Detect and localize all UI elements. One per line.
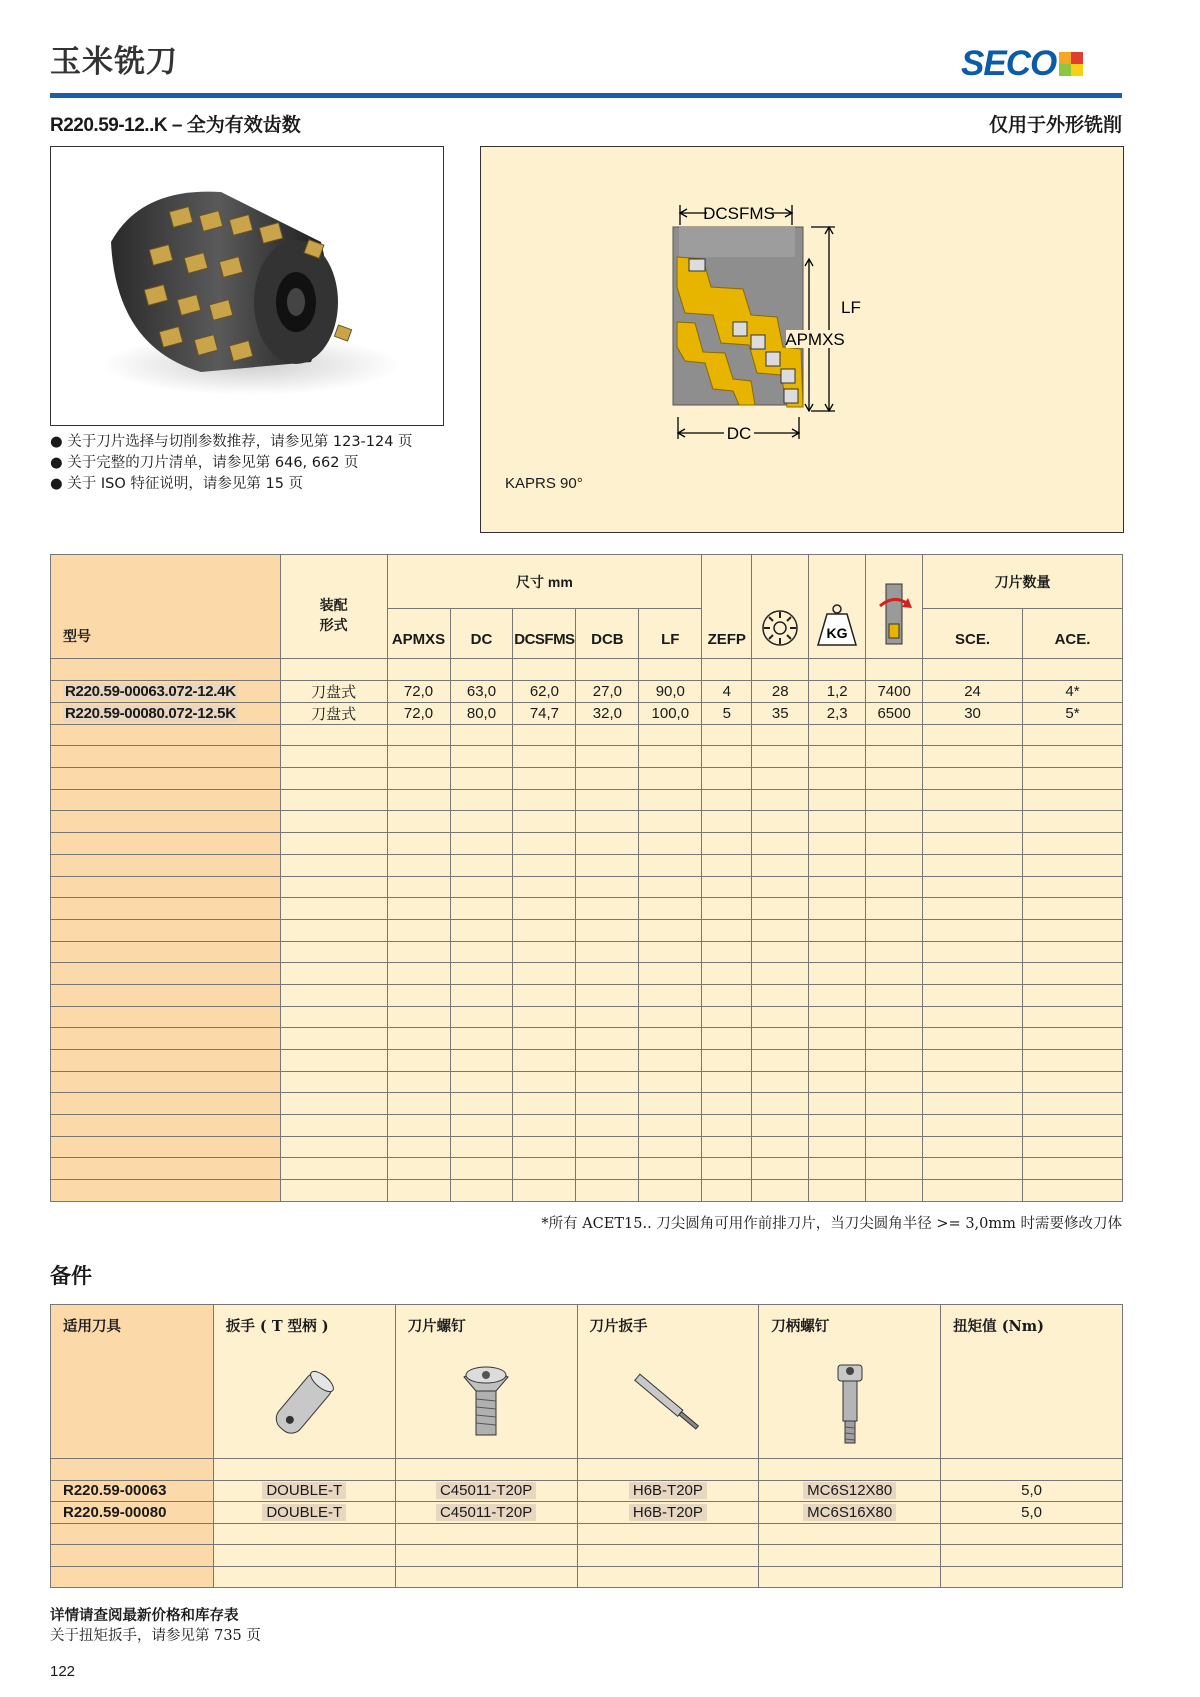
footnote: *所有 ACET15.. 刀尖圆角可用作前排刀片，当刀尖圆角半径 >= 3,0mm 时需要修改刀体 bbox=[541, 1216, 1122, 1232]
screw-cell: C45011-T20P bbox=[436, 1482, 536, 1499]
header-inserts-group: 刀片数量 bbox=[923, 555, 1123, 609]
notes-list bbox=[50, 432, 413, 495]
shank-screw-cell: MC6S16X80 bbox=[803, 1504, 896, 1521]
header-torque: 扭矩值 (Nm) bbox=[941, 1305, 1123, 1459]
header-dcb: DCB bbox=[576, 609, 639, 659]
note-item: ● 关于 ISO 特征说明，请参见第 15 页 bbox=[50, 476, 304, 492]
cutter-drawing bbox=[481, 147, 1123, 447]
wrench-cell: DOUBLE-T bbox=[262, 1504, 346, 1521]
zefp-cell: 5 bbox=[702, 702, 752, 724]
torque-wrench-note: 关于扭矩扳手，请参见第 735 页 bbox=[50, 1628, 261, 1644]
insert-key-icon bbox=[628, 1363, 708, 1443]
empty-row bbox=[51, 1093, 1123, 1115]
empty-row bbox=[51, 833, 1123, 855]
empty-row bbox=[51, 1050, 1123, 1072]
dcsfms-cell: 62,0 bbox=[513, 680, 576, 702]
spare-parts-title: 备件 bbox=[50, 1263, 92, 1288]
header-rpm bbox=[866, 555, 923, 659]
seco-logo bbox=[961, 44, 1083, 84]
dcsfms-cell: 74,7 bbox=[513, 702, 576, 724]
empty-row bbox=[51, 1180, 1123, 1202]
insert-screw-icon bbox=[456, 1363, 516, 1443]
empty-row bbox=[51, 1158, 1123, 1180]
header-insert-screw-label: 刀片螺钉 bbox=[407, 1318, 466, 1335]
header-lf: LF bbox=[639, 609, 702, 659]
empty-row bbox=[51, 746, 1123, 768]
bolt-cell: 28 bbox=[752, 680, 809, 702]
label-dc: DC bbox=[726, 424, 752, 443]
header-insert-key bbox=[577, 1305, 759, 1459]
header-dims-group: 尺寸 mm bbox=[387, 555, 702, 609]
empty-row bbox=[51, 1028, 1123, 1050]
bolt-circle-icon bbox=[760, 608, 800, 648]
usage-note: 仅用于外形铣削 bbox=[988, 114, 1122, 136]
model-code: R220.59-00063.072-12.4K bbox=[65, 682, 236, 700]
note-item: ● 关于刀片选择与切削参数推荐，请参见第 123-124 页 bbox=[50, 434, 413, 450]
rpm-cell: 6500 bbox=[866, 702, 923, 724]
empty-row bbox=[51, 1115, 1123, 1137]
header-wrench bbox=[213, 1305, 395, 1459]
product-subtitle bbox=[50, 110, 301, 137]
header-apmxs: APMXS bbox=[387, 609, 450, 659]
spare-parts-table bbox=[50, 1304, 1123, 1588]
torque-cell: 5,0 bbox=[941, 1480, 1123, 1502]
page-number: 122 bbox=[50, 1663, 76, 1680]
header-rule bbox=[50, 93, 1122, 98]
rpm-icon bbox=[874, 580, 914, 648]
dimension-diagram bbox=[480, 146, 1124, 533]
label-dcsfms: DCSFMS bbox=[703, 204, 775, 223]
kaprs-label: KAPRS 90° bbox=[505, 475, 583, 492]
wrench-cell: DOUBLE-T bbox=[262, 1482, 346, 1499]
dc-cell: 80,0 bbox=[450, 702, 513, 724]
header-shank-screw bbox=[759, 1305, 941, 1459]
model-code: R220.59-00080.072-12.5K bbox=[65, 704, 236, 722]
dc-cell: 63,0 bbox=[450, 680, 513, 702]
bottom-notes bbox=[50, 1605, 261, 1647]
screw-cell: C45011-T20P bbox=[436, 1504, 536, 1521]
torque-cell: 5,0 bbox=[941, 1502, 1123, 1524]
empty-row bbox=[51, 768, 1123, 790]
apmxs-cell: 72,0 bbox=[387, 702, 450, 724]
header-model: 型号 bbox=[51, 555, 281, 659]
header-insert-key-label: 刀片扳手 bbox=[589, 1318, 648, 1335]
dcb-cell: 27,0 bbox=[576, 680, 639, 702]
product-photo bbox=[50, 146, 444, 426]
empty-row bbox=[51, 963, 1123, 985]
dcb-cell: 32,0 bbox=[576, 702, 639, 724]
key-cell: H6B-T20P bbox=[629, 1482, 707, 1499]
logo-text: SECO bbox=[961, 44, 1057, 83]
empty-row bbox=[51, 1006, 1123, 1028]
empty-row bbox=[51, 919, 1123, 941]
table-row bbox=[51, 1480, 1123, 1502]
empty-row bbox=[51, 854, 1123, 876]
empty-row bbox=[51, 941, 1123, 963]
subtitle-dash: – bbox=[167, 115, 187, 136]
header-wrench-label: 扳手 ( T 型柄 ) bbox=[225, 1318, 329, 1335]
milling-cutter-image bbox=[51, 147, 443, 425]
page-title: 玉米铣刀 bbox=[50, 44, 178, 80]
spec-table-body bbox=[51, 659, 1123, 1202]
t-handle-wrench-icon bbox=[264, 1363, 344, 1443]
ace-cell: 5* bbox=[1023, 702, 1123, 724]
header-ace: ACE. bbox=[1023, 609, 1123, 659]
empty-row bbox=[51, 1136, 1123, 1158]
header-dc: DC bbox=[450, 609, 513, 659]
header-zefp: ZEFP bbox=[702, 555, 752, 659]
mount-cell: 刀盘式 bbox=[280, 680, 387, 702]
header-tool: 适用刀具 bbox=[51, 1305, 214, 1459]
zefp-cell: 4 bbox=[702, 680, 752, 702]
shank-screw-icon bbox=[830, 1363, 870, 1447]
kg-cell: 2,3 bbox=[809, 702, 866, 724]
empty-row bbox=[51, 984, 1123, 1006]
label-apmxs: APMXS bbox=[785, 330, 845, 349]
table-row bbox=[51, 680, 1123, 702]
header-sce: SCE. bbox=[923, 609, 1023, 659]
shank-screw-cell: MC6S12X80 bbox=[803, 1482, 896, 1499]
empty-row bbox=[51, 724, 1123, 746]
subtitle-desc: 全为有效齿数 bbox=[186, 114, 301, 136]
header-shank-screw-label: 刀柄螺钉 bbox=[771, 1318, 830, 1335]
sce-cell: 30 bbox=[923, 702, 1023, 724]
empty-row bbox=[51, 789, 1123, 811]
rpm-cell: 7400 bbox=[866, 680, 923, 702]
tool-cell: R220.59-00063 bbox=[51, 1480, 214, 1502]
header-insert-screw bbox=[395, 1305, 577, 1459]
table-row bbox=[51, 702, 1123, 724]
header-weight bbox=[809, 555, 866, 659]
subtitle-code: R220.59-12..K bbox=[50, 115, 168, 136]
lf-cell: 100,0 bbox=[639, 702, 702, 724]
header-bolt bbox=[752, 555, 809, 659]
bolt-cell: 35 bbox=[752, 702, 809, 724]
spare-parts-body bbox=[51, 1459, 1123, 1588]
apmxs-cell: 72,0 bbox=[387, 680, 450, 702]
logo-squares-icon bbox=[1059, 52, 1083, 76]
kg-label: KG bbox=[826, 625, 848, 641]
table-row bbox=[51, 1502, 1123, 1524]
key-cell: H6B-T20P bbox=[629, 1504, 707, 1521]
note-item: ● 关于完整的刀片清单，请参见第 646, 662 页 bbox=[50, 455, 359, 471]
empty-row bbox=[51, 811, 1123, 833]
header-mount: 装配 形式 bbox=[280, 555, 387, 659]
spec-table bbox=[50, 554, 1123, 1202]
mount-cell: 刀盘式 bbox=[280, 702, 387, 724]
label-lf: LF bbox=[841, 298, 861, 317]
kg-cell: 1,2 bbox=[809, 680, 866, 702]
weight-icon bbox=[815, 602, 859, 648]
empty-row bbox=[51, 898, 1123, 920]
empty-row bbox=[51, 876, 1123, 898]
empty-row bbox=[51, 1071, 1123, 1093]
header-dcsfms: DCSFMS bbox=[513, 609, 576, 659]
lf-cell: 90,0 bbox=[639, 680, 702, 702]
tool-cell: R220.59-00080 bbox=[51, 1502, 214, 1524]
price-note: 详情请查阅最新价格和库存表 bbox=[50, 1607, 239, 1624]
ace-cell: 4* bbox=[1023, 680, 1123, 702]
sce-cell: 24 bbox=[923, 680, 1023, 702]
